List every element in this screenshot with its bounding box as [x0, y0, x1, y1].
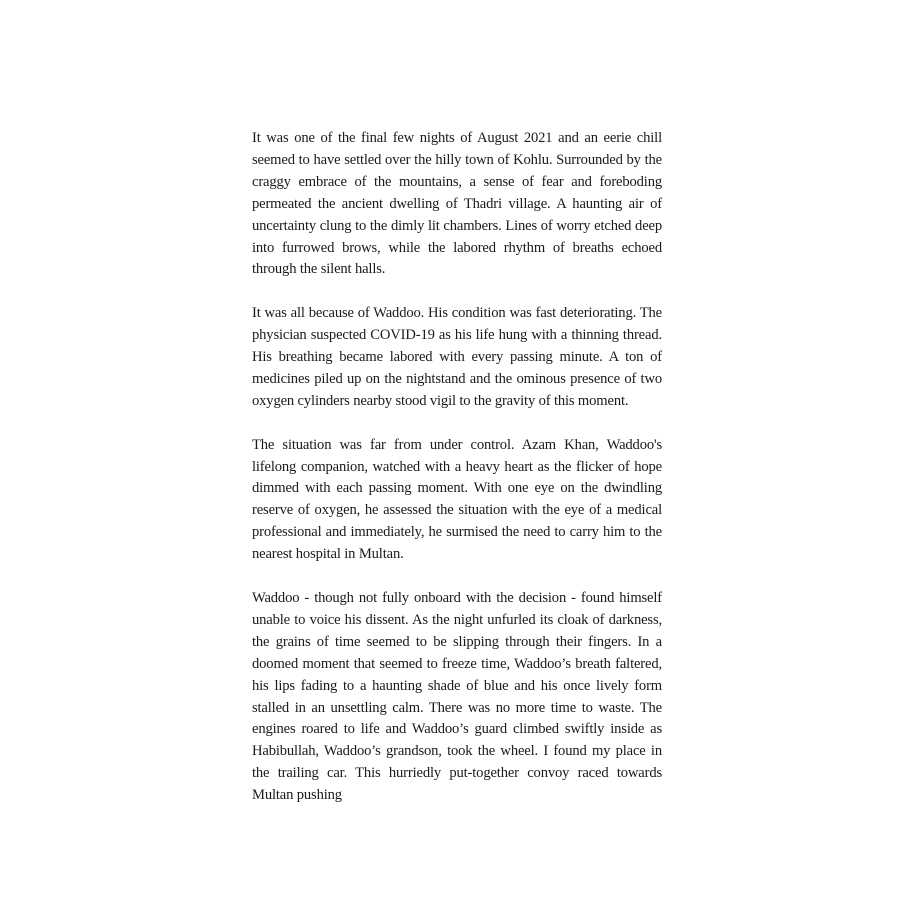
paragraph-1: It was one of the final few nights of August 2021 and an eerie chill seemed to have settled over the hilly town of Kohlu. Surrounded by the craggy embrace of the mountains, a sense of fear and foreboding permeated the ancient dwelling of Thadri village. A haunting air of uncertainty clung to the dimly lit chambers. Lines of worry etched deep into furrowed brows, while the labored rhythm of breaths echoed through the silent halls.: [252, 130, 662, 278]
paragraph-3: The situation was far from under control. Azam Khan, Waddoo's lifelong companion, watched with a heavy heart as the flicker of hope dimmed with each passing moment. With one eye on the dwindling reserve of oxygen, he assessed the situation with the eye of a medical professional and immediately, he surmised the need to carry him to the nearest hospital in Multan.: [252, 436, 662, 563]
document-page: [252, 128, 662, 829]
paragraph-2: It was all because of Waddoo. His condition was fast deteriorating. The physician suspected COVID-19 as his life hung with a thinning thread. His breathing became labored with every passing minute. A ton of medicines piled up on the nightstand and the ominous presence of two oxygen cylinders nearby stood vigil to the gravity of this moment.: [252, 305, 662, 409]
paragraph-4: Waddoo - though not fully onboard with the decision - found himself unable to voice his dissent. As the night unfurled its cloak of darkness, the grains of time seemed to be slipping through their fingers. In a doomed moment that seemed to freeze time, Waddoo’s breath faltered, his lips fading to a haunting shade of blue and his once lively form stalled in an unsettling calm. There was no more time to waste. The engines roared to life and Waddoo’s guard climbed swiftly inside as Habibullah, Waddoo’s grandson, took the wheel. I found my place in the trailing car. This hurriedly put-together convoy raced towards Multan pushing: [252, 589, 662, 804]
